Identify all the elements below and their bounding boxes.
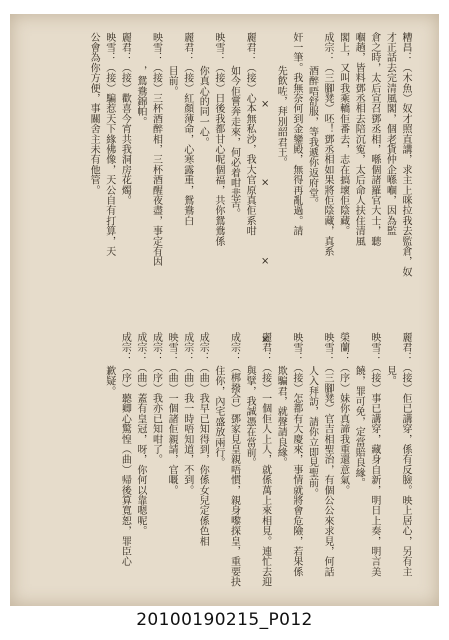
lower-text-column: 映雪：（曲）一個諸佢親請，官嘅。	[166, 332, 178, 496]
upper-text-column: 映雪：（接）三杯酒醉相，三杯酒醒夜盡，事定有因	[150, 32, 162, 267]
lower-text-column: 麗君：（接）一個佢人上人，就係萬上來相見。連忙去迎	[259, 332, 271, 587]
upper-text-column: ，鴛鴦錦帕。	[134, 32, 146, 127]
lower-text-column: 榮蘭：（序）妹你真諦我重還意氣。	[337, 332, 349, 496]
lower-text-column: 成宗：（曲）我一時唔知道，不到。	[181, 332, 193, 496]
lower-text-column: 人入拜訪，請你立即見聖前。	[306, 332, 318, 499]
lower-text-column: 饒，罪可免，定當賠良緣。	[353, 332, 365, 488]
upper-text-column: 如今佢嘗奔走來，何必着咁悲苦。	[228, 32, 240, 219]
upper-text-column: 目前。	[166, 32, 178, 97]
scanned-page	[10, 14, 439, 606]
lower-text-column: 成宗：（梆撥合）鄧家見皇親唔慣，親身嚟探皇，重要抉	[228, 332, 240, 587]
upper-text-column: 才正話去完清風閣，個老貨仲企喺嗰，因為監	[384, 32, 396, 236]
lower-text-column: 住你，內宅盛放兩行。	[212, 332, 224, 468]
image-id-caption: 20100190215_P012	[136, 610, 313, 630]
lower-text-column: 映雪：（三腳凳）官吉相聖治，有個公公來求見，何話	[322, 332, 334, 577]
lower-text-column: 歉疑。	[103, 332, 115, 397]
upper-text-column: 先飲咗，拜別韶君王。	[275, 32, 287, 168]
lower-text-column: 麗君：（接）佢已講穿，係有反臉。映上居心，另有主	[400, 332, 411, 577]
lower-text-column: 與擘，我誠憑在當前。	[244, 332, 256, 468]
lower-text-column: 映雪：（接）事已講穿，藏身自新，明日上奏，明言美	[368, 332, 380, 577]
lower-text-column: 成宗：（序）我亦已知咁了。	[150, 332, 162, 465]
lower-text-column: 欺騙君，就聲請良緣。	[275, 332, 287, 468]
upper-text-column: 嗰趟，皆料鄧丞相去陪沉寃，太后命人扶住清風	[353, 32, 365, 247]
upper-text-column: 倉之時，太后宣召鄧丞相，喺個諸羅官大士，聽	[368, 32, 380, 247]
upper-text-column: 成宗：（三腳凳）呸！鄧丞相如果將佢陰藏，真系	[322, 32, 334, 257]
upper-text-column: 酒醉唔舒服，等我遞你返府堂。	[306, 32, 318, 209]
lower-text-block	[44, 332, 412, 594]
lower-text-column: 成宗：（序）聽卿心驚惶（曲）帰後算寬恕，罪臣心	[119, 332, 131, 567]
upper-text-column: 公會為你方便，事關舍主未有他管。	[88, 32, 100, 196]
upper-text-column: 閣上，又叫我乘轎佢番去，志在搞壞佢陰藏。	[337, 32, 349, 236]
lower-text-column: 成宗：（曲）蓋有皇冠，呀，你何以靠嗯呢。	[134, 332, 146, 536]
upper-text-column: 映雪：（接）日後我都甘心呢個福，共你鴛鴦係	[212, 32, 224, 247]
upper-text-column: 映雪：（接）騙惹天下緣佛像，天公自有打算，天	[103, 32, 115, 257]
lower-text-column: 成宗：（曲）我早已知得到，你係女兒定係色相	[197, 332, 209, 547]
lower-text-column: 映雪：（接）怎都有大慶來，事情就將會危險，若果係	[290, 332, 302, 577]
upper-text-block	[44, 32, 412, 346]
upper-text-column: × × × ×	[259, 32, 271, 346]
upper-text-column: 奸一筆。我無奈何到金鑾殿，無得再亂過。請	[290, 32, 302, 236]
upper-text-column: 麗君：（接）歡喜今宵共我洞房花燭。	[119, 32, 131, 206]
upper-text-column: 麗君：（接）心本無私沙，我大官原真佢系咁	[244, 32, 256, 236]
upper-text-column: 麗君：（接）紅顏薄命，心寒露重，鴛鴦白	[181, 32, 193, 226]
upper-text-column: 糟昌：（木魚）奴才照直講，求主上咪拉我去監倉，奴	[400, 32, 411, 277]
upper-text-column: 你真心的同一心。	[197, 32, 209, 148]
lower-text-column: 見。	[384, 332, 396, 386]
